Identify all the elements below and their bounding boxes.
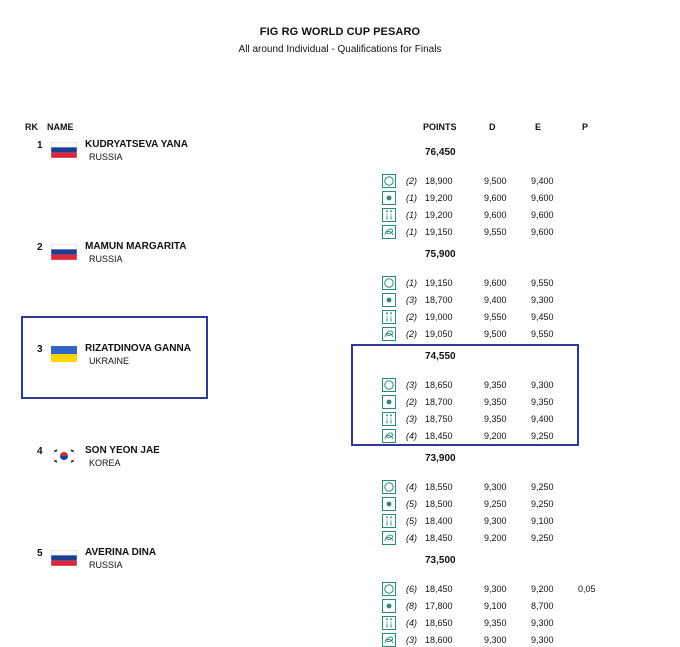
apparatus-rank: (3) (406, 380, 417, 390)
header-name: NAME (47, 122, 74, 132)
apparatus-score: 18,900 (425, 176, 453, 186)
highlight-box-scores (351, 344, 579, 446)
apparatus-e-score: 9,600 (531, 193, 554, 203)
apparatus-rank: (4) (406, 482, 417, 492)
apparatus-d-score: 9,550 (484, 312, 507, 322)
ribbon-icon (382, 633, 396, 647)
athlete-country: RUSSIA (89, 560, 123, 570)
apparatus-e-score: 9,400 (531, 176, 554, 186)
apparatus-d-score: 9,200 (484, 431, 507, 441)
hoop-icon (382, 174, 396, 188)
athlete-total-points: 75,900 (425, 249, 456, 260)
apparatus-d-score: 9,350 (484, 414, 507, 424)
athlete-total-points: 73,500 (425, 555, 456, 566)
apparatus-d-score: 9,600 (484, 210, 507, 220)
apparatus-e-score: 9,200 (531, 584, 554, 594)
apparatus-d-score: 9,200 (484, 533, 507, 543)
apparatus-d-score: 9,350 (484, 618, 507, 628)
clubs-icon (382, 616, 396, 630)
apparatus-rank: (6) (406, 584, 417, 594)
apparatus-score: 19,000 (425, 312, 453, 322)
apparatus-e-score: 9,300 (531, 635, 554, 645)
ball-icon (382, 293, 396, 307)
apparatus-score: 18,500 (425, 499, 453, 509)
apparatus-score: 18,650 (425, 618, 453, 628)
ball-icon (382, 599, 396, 613)
athlete-total-points: 76,450 (425, 147, 456, 158)
ribbon-icon (382, 327, 396, 341)
apparatus-rank: (1) (406, 227, 417, 237)
apparatus-score: 19,150 (425, 227, 453, 237)
apparatus-rank: (2) (406, 312, 417, 322)
apparatus-e-score: 9,250 (531, 482, 554, 492)
apparatus-score: 18,700 (425, 295, 453, 305)
russia-flag-icon (51, 550, 77, 566)
korea-flag-icon (51, 448, 77, 464)
apparatus-rank: (2) (406, 329, 417, 339)
apparatus-score: 18,700 (425, 397, 453, 407)
header-points: POINTS (423, 122, 457, 132)
apparatus-d-score: 9,500 (484, 176, 507, 186)
athlete-name: RIZATDINOVA GANNA (85, 343, 191, 354)
apparatus-rank: (5) (406, 516, 417, 526)
athlete-name: SON YEON JAE (85, 445, 160, 456)
apparatus-rank: (3) (406, 635, 417, 645)
athlete-rank: 5 (37, 548, 43, 559)
header-d: D (489, 122, 496, 132)
apparatus-d-score: 9,400 (484, 295, 507, 305)
athlete-country: UKRAINE (89, 356, 130, 366)
athlete-total-points: 73,900 (425, 453, 456, 464)
apparatus-rank: (4) (406, 533, 417, 543)
apparatus-score: 19,200 (425, 210, 453, 220)
apparatus-rank: (1) (406, 210, 417, 220)
athlete-rank: 1 (37, 140, 43, 151)
apparatus-score: 18,600 (425, 635, 453, 645)
apparatus-e-score: 9,100 (531, 516, 554, 526)
apparatus-penalty: 0,05 (578, 584, 596, 594)
athlete-name: MAMUN MARGARITA (85, 241, 187, 252)
apparatus-rank: (3) (406, 295, 417, 305)
header-p: P (582, 122, 589, 132)
apparatus-e-score: 9,350 (531, 397, 554, 407)
apparatus-e-score: 9,600 (531, 227, 554, 237)
apparatus-rank: (5) (406, 499, 417, 509)
apparatus-d-score: 9,350 (484, 380, 507, 390)
athlete-rank: 4 (37, 446, 43, 457)
apparatus-rank: (2) (406, 176, 417, 186)
apparatus-e-score: 9,250 (531, 499, 554, 509)
apparatus-e-score: 9,550 (531, 278, 554, 288)
apparatus-d-score: 9,500 (484, 329, 507, 339)
apparatus-d-score: 9,300 (484, 584, 507, 594)
ball-icon (382, 497, 396, 511)
apparatus-score: 18,650 (425, 380, 453, 390)
header-e: E (535, 122, 542, 132)
apparatus-score: 18,400 (425, 516, 453, 526)
apparatus-score: 19,150 (425, 278, 453, 288)
apparatus-e-score: 9,400 (531, 414, 554, 424)
clubs-icon (382, 514, 396, 528)
apparatus-rank: (1) (406, 193, 417, 203)
page-title: FIG RG WORLD CUP PESARO (259, 26, 421, 38)
clubs-icon (382, 310, 396, 324)
ribbon-icon (382, 225, 396, 239)
apparatus-e-score: 9,450 (531, 312, 554, 322)
highlight-box-athlete (21, 316, 208, 399)
athlete-rank: 2 (37, 242, 43, 253)
apparatus-e-score: 8,700 (531, 601, 554, 611)
apparatus-e-score: 9,300 (531, 295, 554, 305)
apparatus-d-score: 9,250 (484, 499, 507, 509)
athlete-rank: 3 (37, 344, 43, 355)
russia-flag-icon (51, 244, 77, 260)
athlete-country: RUSSIA (89, 152, 123, 162)
apparatus-rank: (2) (406, 397, 417, 407)
ball-icon (382, 191, 396, 205)
apparatus-e-score: 9,250 (531, 431, 554, 441)
apparatus-e-score: 9,300 (531, 618, 554, 628)
apparatus-score: 18,550 (425, 482, 453, 492)
apparatus-d-score: 9,300 (484, 482, 507, 492)
apparatus-e-score: 9,550 (531, 329, 554, 339)
russia-flag-icon (51, 142, 77, 158)
apparatus-d-score: 9,550 (484, 227, 507, 237)
apparatus-score: 19,200 (425, 193, 453, 203)
clubs-icon (382, 208, 396, 222)
apparatus-score: 18,450 (425, 533, 453, 543)
apparatus-score: 18,750 (425, 414, 453, 424)
apparatus-d-score: 9,600 (484, 193, 507, 203)
apparatus-score: 19,050 (425, 329, 453, 339)
apparatus-score: 18,450 (425, 431, 453, 441)
apparatus-rank: (3) (406, 414, 417, 424)
apparatus-d-score: 9,300 (484, 516, 507, 526)
apparatus-e-score: 9,250 (531, 533, 554, 543)
apparatus-d-score: 9,350 (484, 397, 507, 407)
apparatus-rank: (1) (406, 278, 417, 288)
hoop-icon (382, 276, 396, 290)
apparatus-d-score: 9,300 (484, 635, 507, 645)
hoop-icon (382, 480, 396, 494)
athlete-total-points: 74,550 (425, 351, 456, 362)
apparatus-score: 17,800 (425, 601, 453, 611)
header-rank: RK (25, 122, 38, 132)
apparatus-score: 18,450 (425, 584, 453, 594)
apparatus-d-score: 9,100 (484, 601, 507, 611)
apparatus-rank: (4) (406, 618, 417, 628)
apparatus-e-score: 9,300 (531, 380, 554, 390)
athlete-country: KOREA (89, 458, 121, 468)
ribbon-icon (382, 531, 396, 545)
apparatus-rank: (4) (406, 431, 417, 441)
page-subtitle: All around Individual - Qualifications for Finals (238, 44, 442, 55)
hoop-icon (382, 582, 396, 596)
apparatus-d-score: 9,600 (484, 278, 507, 288)
athlete-name: AVERINA DINA (85, 547, 157, 558)
apparatus-e-score: 9,600 (531, 210, 554, 220)
apparatus-rank: (8) (406, 601, 417, 611)
athlete-name: KUDRYATSEVA YANA (85, 139, 188, 150)
athlete-country: RUSSIA (89, 254, 123, 264)
